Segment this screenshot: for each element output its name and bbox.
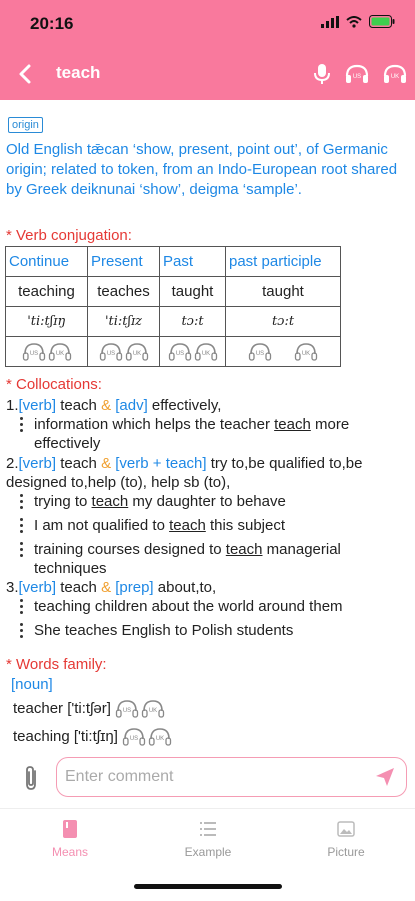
status-bar xyxy=(0,0,415,48)
conj-header: Past xyxy=(160,247,226,277)
speaker-us-icon[interactable] xyxy=(344,61,370,87)
speaker-uk-icon[interactable] xyxy=(148,728,172,745)
collocation-word: teach xyxy=(56,397,102,414)
collocation-item xyxy=(6,454,406,492)
conj-form: teaches xyxy=(88,277,160,307)
family-word: teaching xyxy=(13,727,70,745)
conj-phonetic: tɔ:t xyxy=(226,307,341,337)
speaker-us-icon[interactable] xyxy=(248,342,272,359)
collocation-amp: & xyxy=(101,579,112,596)
tab-picture[interactable] xyxy=(306,819,386,859)
microphone-icon[interactable] xyxy=(309,61,335,87)
speaker-us-icon[interactable] xyxy=(99,342,123,359)
svg-text:US: US xyxy=(29,350,38,357)
speaker-uk-icon[interactable] xyxy=(125,342,149,359)
collocation-amp: & xyxy=(101,455,112,472)
collocation-tag[interactable]: [verb] xyxy=(18,397,57,414)
paperclip-icon[interactable] xyxy=(20,764,44,792)
svg-text:US: US xyxy=(352,74,362,80)
svg-text:US: US xyxy=(175,350,184,357)
words-family-heading: * Words family: xyxy=(6,656,107,673)
conj-speakers xyxy=(160,337,226,367)
conj-speakers xyxy=(226,337,341,367)
definition-content[interactable] xyxy=(0,100,415,750)
bullet-dots-icon xyxy=(20,417,24,435)
example-item xyxy=(20,597,410,616)
example-item xyxy=(20,621,410,640)
collocation-item xyxy=(6,396,221,415)
example-item xyxy=(20,415,410,453)
send-icon[interactable] xyxy=(374,766,396,788)
collocation-rest: effectively, xyxy=(147,397,222,414)
collocation-number: 2. xyxy=(6,455,19,472)
conj-speakers xyxy=(6,337,88,367)
conj-header: Continue xyxy=(6,247,88,277)
conj-header: past participle xyxy=(226,247,341,277)
speaker-uk-icon[interactable] xyxy=(141,700,165,717)
family-entry xyxy=(13,698,165,720)
example-item xyxy=(20,516,410,535)
bullet-dots-icon xyxy=(20,599,24,617)
book-icon xyxy=(60,819,80,839)
tab-label: Picture xyxy=(327,845,365,859)
collocation-tag[interactable]: [verb] xyxy=(18,579,57,596)
bullet-dots-icon xyxy=(20,542,24,560)
comment-bar xyxy=(0,750,415,808)
example-text: training courses designed to xyxy=(34,541,226,558)
collocation-amp: & xyxy=(101,397,112,414)
origin-badge: origin xyxy=(8,117,43,133)
wifi-icon xyxy=(346,16,362,28)
svg-text:UK: UK xyxy=(155,736,165,742)
conj-phonetic: 'ti:tʃɪŋ xyxy=(6,307,88,337)
image-icon xyxy=(336,819,356,839)
family-word: teacher xyxy=(13,699,64,717)
bullet-dots-icon xyxy=(20,518,24,536)
collocation-rest: try to,be qualified to,be designed to,help (to), help sb (to), xyxy=(6,455,363,491)
back-arrow-icon[interactable] xyxy=(12,60,40,88)
svg-text:US: US xyxy=(129,736,139,742)
collocation-tag[interactable]: [adv] xyxy=(111,397,148,414)
tab-means[interactable] xyxy=(30,819,110,859)
example-text: She teaches English to Polish students xyxy=(34,622,294,639)
speaker-us-icon[interactable] xyxy=(22,342,46,359)
page-title: teach xyxy=(56,63,101,82)
collocation-item xyxy=(6,578,216,597)
status-time: 20:16 xyxy=(30,14,74,33)
svg-text:UK: UK xyxy=(132,350,141,357)
conj-header: Present xyxy=(88,247,160,277)
family-entry xyxy=(13,726,172,748)
tab-label: Means xyxy=(51,845,89,859)
battery-icon xyxy=(369,15,395,28)
comment-field[interactable] xyxy=(56,757,407,797)
conj-form: taught xyxy=(226,277,341,307)
conj-speakers xyxy=(88,337,160,367)
speaker-uk-icon[interactable] xyxy=(294,342,318,359)
comment-input[interactable] xyxy=(63,758,367,796)
example-item xyxy=(20,492,410,511)
conj-form: teaching xyxy=(6,277,88,307)
example-text: teaching children about the world around them xyxy=(34,598,343,615)
list-icon xyxy=(198,819,218,839)
collocation-tag[interactable]: [verb + teach] xyxy=(111,455,207,472)
example-keyword: teach xyxy=(169,517,206,534)
tab-example[interactable] xyxy=(168,819,248,859)
example-text: more effectively xyxy=(34,416,350,452)
family-phonetic: ['ti:tʃɪŋ] xyxy=(73,727,118,745)
conjugation-table xyxy=(5,246,341,367)
collocation-number: 3. xyxy=(6,579,19,596)
conj-phonetic: tɔ:t xyxy=(160,307,226,337)
example-text: my daughter to behave xyxy=(128,493,286,510)
svg-text:US: US xyxy=(122,708,132,714)
tab-label: Example xyxy=(184,845,232,859)
svg-text:US: US xyxy=(255,350,265,357)
collocations-heading: * Collocations: xyxy=(6,376,102,393)
speaker-us-icon[interactable] xyxy=(115,700,139,717)
family-phonetic: ['ti:tʃər] xyxy=(67,699,111,717)
conj-phonetic: 'ti:tʃɪz xyxy=(88,307,160,337)
home-indicator[interactable] xyxy=(134,884,282,889)
bullet-dots-icon xyxy=(20,623,24,641)
example-text: managerial techniques xyxy=(34,541,341,577)
origin-text: Old English tǣcan ‘show, present, point out’, of Germanic origin; related to token, from an Indo-European root shared by Greek deiknunai ‘show’, deigma ‘sample’. xyxy=(6,141,398,198)
svg-text:UK: UK xyxy=(201,350,210,357)
speaker-uk-icon[interactable] xyxy=(48,342,72,359)
collocation-word: teach xyxy=(56,579,102,596)
speaker-us-icon[interactable] xyxy=(168,342,192,359)
speaker-us-icon[interactable] xyxy=(122,728,146,745)
collocation-tag[interactable]: [verb] xyxy=(18,455,57,472)
bullet-dots-icon xyxy=(20,494,24,512)
verb-conjugation-heading: * Verb conjugation: xyxy=(6,227,132,244)
example-item xyxy=(20,540,410,578)
collocation-word: teach xyxy=(56,455,102,472)
example-keyword: teach xyxy=(225,541,263,558)
svg-text:UK: UK xyxy=(390,74,400,80)
svg-text:UK: UK xyxy=(148,708,158,714)
part-of-speech: [noun] xyxy=(11,676,53,693)
svg-text:UK: UK xyxy=(301,350,311,357)
example-keyword: teach xyxy=(274,416,311,433)
nav-bar xyxy=(0,48,415,100)
svg-text:UK: UK xyxy=(55,350,64,357)
example-text: this subject xyxy=(205,517,286,534)
speaker-uk-icon[interactable] xyxy=(194,342,218,359)
example-text: information which helps the teacher xyxy=(34,416,275,433)
example-keyword: teach xyxy=(91,493,129,510)
collocation-number: 1. xyxy=(6,397,19,414)
collocation-tag[interactable]: [prep] xyxy=(111,579,154,596)
collocation-rest: about,to, xyxy=(153,579,217,596)
example-text: trying to xyxy=(34,493,92,510)
speaker-uk-icon[interactable] xyxy=(382,61,408,87)
conj-form: taught xyxy=(160,277,226,307)
example-text: I am not qualified to xyxy=(34,517,170,534)
signal-icon xyxy=(321,16,339,28)
svg-text:US: US xyxy=(106,350,115,357)
